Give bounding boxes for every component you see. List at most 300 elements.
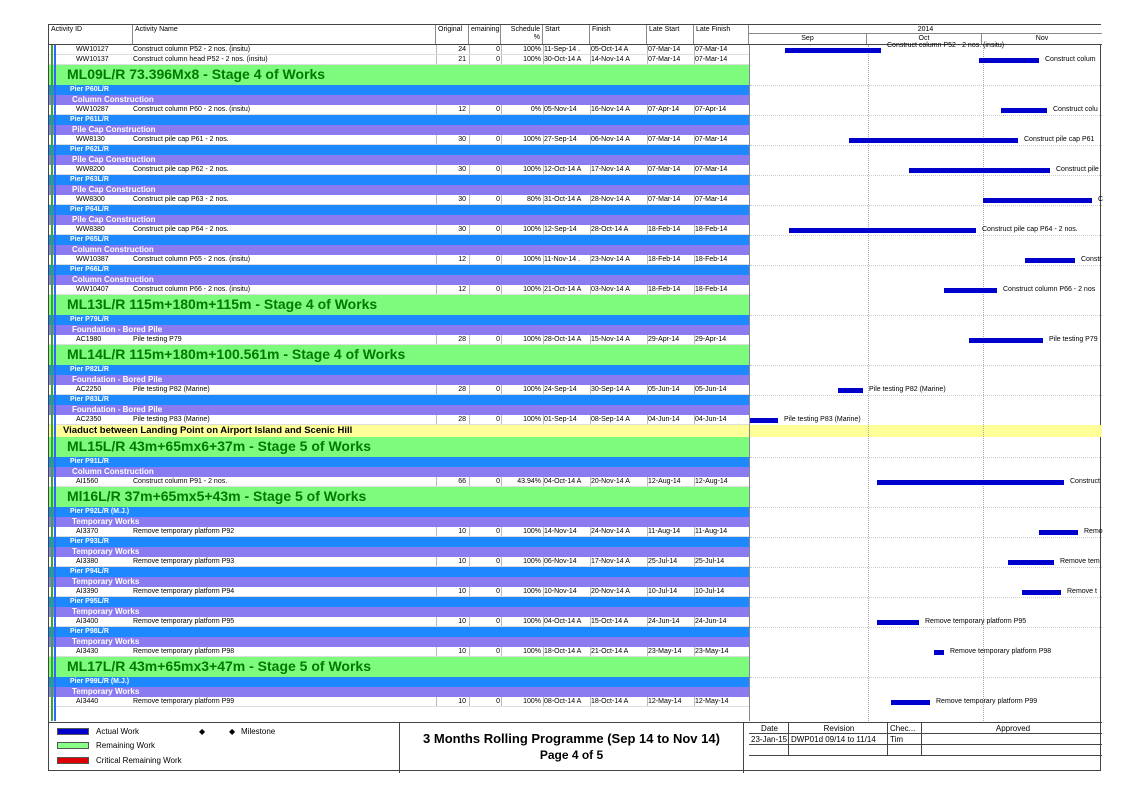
- finish-date: 05-Oct-14 A: [591, 46, 629, 53]
- column-divider: [436, 415, 437, 424]
- rev-empty-cell: [888, 745, 922, 756]
- activity-id: WW8200: [76, 166, 105, 173]
- column-divider: [590, 55, 591, 64]
- column-divider: [436, 135, 437, 144]
- activity-name: Remove temporary platform P98: [133, 648, 235, 655]
- column-divider: [469, 415, 470, 424]
- wbs-heading-work-type[interactable]: Temporary Works: [49, 637, 749, 647]
- remaining-duration: 0: [496, 588, 500, 595]
- column-divider: [647, 105, 648, 114]
- column-divider: [501, 255, 502, 264]
- gantt-bar[interactable]: [789, 228, 976, 233]
- column-divider: [436, 55, 437, 64]
- chart-row-band: [750, 395, 1102, 405]
- late-finish-date: 07-Mar-14: [695, 166, 728, 173]
- wbs-heading-pier[interactable]: Pier P93L/R: [49, 537, 749, 547]
- column-divider: [694, 105, 695, 114]
- wbs-heading-work-type[interactable]: Foundation - Bored Pile: [49, 325, 749, 335]
- col-remaining-duration[interactable]: emaining: [469, 25, 501, 44]
- column-divider: [543, 415, 544, 424]
- column-divider: [436, 285, 437, 294]
- gantt-bar-label: Remove temporary platform P99: [936, 698, 1038, 705]
- gantt-bar[interactable]: [1008, 560, 1054, 565]
- schedule-percent: 100%: [523, 588, 541, 595]
- wbs-heading-pier[interactable]: Pier P66L/R: [49, 265, 749, 275]
- outline-bands: [49, 45, 57, 721]
- rev-header-approved: Approved: [922, 723, 1102, 734]
- late-finish-date: 10-Jul-14: [695, 588, 725, 595]
- start-date: 27-Sep-14: [544, 136, 577, 143]
- column-divider: [501, 647, 502, 656]
- activity-row[interactable]: [49, 135, 749, 145]
- activity-name: Construct column P65 - 2 nos. (insitu): [133, 256, 251, 263]
- activity-id: AC2350: [76, 416, 102, 423]
- gantt-bar-label: C: [1098, 196, 1104, 203]
- gantt-bar-label: Construct pile: [1056, 166, 1099, 173]
- wbs-heading-pier[interactable]: Pier P79L/R: [49, 315, 749, 325]
- chart-row-band: [750, 295, 1102, 315]
- gantt-bar-label: Remove temporary platform P98: [950, 648, 1052, 655]
- legend-swatch-actual: [57, 728, 89, 735]
- late-finish-date: 18-Feb-14: [695, 256, 728, 263]
- late-start-date: 07-Mar-14: [648, 196, 681, 203]
- wbs-heading-work-type[interactable]: Pile Cap Construction: [49, 155, 749, 165]
- wbs-heading-stage[interactable]: ML09L/R 73.396Mx8 - Stage 4 of Works: [49, 65, 749, 85]
- chart-row-band: [750, 577, 1102, 587]
- column-divider: [469, 135, 470, 144]
- activity-name: Remove temporary platform P95: [133, 618, 235, 625]
- wbs-heading-work-type[interactable]: Temporary Works: [49, 547, 749, 557]
- rev-approved: [922, 734, 1102, 745]
- column-divider: [590, 385, 591, 394]
- wbs-heading-pier[interactable]: Pier P95L/R: [49, 597, 749, 607]
- column-divider: [647, 617, 648, 626]
- finish-date: 30-Sep-14 A: [591, 386, 630, 393]
- wbs-heading-work-type[interactable]: Temporary Works: [49, 687, 749, 697]
- chart-row-band: [750, 607, 1102, 617]
- activity-row[interactable]: [49, 225, 749, 235]
- column-divider: [436, 335, 437, 344]
- gantt-bar[interactable]: [1001, 108, 1047, 113]
- late-start-date: 29-Apr-14: [648, 336, 680, 343]
- activity-row[interactable]: [49, 557, 749, 567]
- late-start-date: 07-Mar-14: [648, 166, 681, 173]
- late-start-date: 18-Feb-14: [648, 226, 681, 233]
- rev-date: 23-Jan-15: [751, 735, 788, 744]
- chart-row-band: [750, 547, 1102, 557]
- wbs-heading-work-type[interactable]: Column Construction: [49, 245, 749, 255]
- gantt-bar-label: Remove tem: [1060, 558, 1100, 565]
- column-divider: [469, 477, 470, 486]
- column-divider: [647, 385, 648, 394]
- schedule-percent: 100%: [523, 56, 541, 63]
- activity-row[interactable]: [49, 617, 749, 627]
- wbs-heading-work-type[interactable]: Pile Cap Construction: [49, 185, 749, 195]
- finish-date: 15-Nov-14 A: [591, 336, 630, 343]
- wbs-heading-pier[interactable]: Pier P60L/R: [49, 85, 749, 95]
- chart-row-band: [750, 487, 1102, 507]
- gantt-bar[interactable]: [969, 338, 1043, 343]
- column-divider: [647, 527, 648, 536]
- wbs-heading-work-type[interactable]: Column Construction: [49, 275, 749, 285]
- start-date: 12-Sep-14: [544, 226, 577, 233]
- gantt-bar[interactable]: [838, 388, 863, 393]
- column-divider: [436, 385, 437, 394]
- schedule-percent: 100%: [523, 226, 541, 233]
- col-activity-name[interactable]: Activity Name: [133, 25, 436, 44]
- schedule-percent: 100%: [523, 698, 541, 705]
- remaining-duration: 0: [496, 286, 500, 293]
- wbs-heading-pier[interactable]: Pier P91L/R: [49, 457, 749, 467]
- wbs-heading-pier[interactable]: Pier P94L/R: [49, 567, 749, 577]
- wbs-heading-pier[interactable]: Pier P63L/R: [49, 175, 749, 185]
- remaining-duration: 0: [496, 618, 500, 625]
- column-divider: [469, 647, 470, 656]
- gantt-bar-label: Construct pile cap P61: [1024, 136, 1095, 143]
- column-divider: [694, 415, 695, 424]
- chart-row-band: [750, 567, 1102, 577]
- col-activity-id[interactable]: Activity ID: [49, 25, 133, 44]
- remaining-duration: 0: [496, 528, 500, 535]
- gantt-bar[interactable]: [891, 700, 930, 705]
- legend-critical-label: Critical Remaining Work: [96, 756, 182, 765]
- chart-row-band: [750, 315, 1102, 325]
- wbs-heading-stage[interactable]: ML14L/R 115m+180m+100.561m - Stage 4 of Works: [49, 345, 749, 365]
- activity-name: Remove temporary platform P99: [133, 698, 235, 705]
- schedule-percent: 100%: [523, 528, 541, 535]
- schedule-percent: 100%: [523, 386, 541, 393]
- wbs-heading-work-type[interactable]: Column Construction: [49, 95, 749, 105]
- column-divider: [647, 285, 648, 294]
- gantt-bar[interactable]: [785, 48, 881, 53]
- column-divider: [647, 135, 648, 144]
- activity-row[interactable]: [49, 55, 749, 65]
- chart-row-band: [750, 325, 1102, 335]
- column-divider: [590, 647, 591, 656]
- column-divider: [590, 415, 591, 424]
- chart-row-band: [750, 145, 1102, 155]
- wbs-heading-pier[interactable]: Pier P83L/R: [49, 395, 749, 405]
- wbs-heading-work-type[interactable]: Temporary Works: [49, 577, 749, 587]
- original-duration: 28: [458, 336, 466, 343]
- column-divider: [501, 385, 502, 394]
- start-date: 18-Oct-14 A: [544, 648, 582, 655]
- column-divider: [694, 55, 695, 64]
- activity-id: WW10127: [76, 46, 109, 53]
- finish-date: 21-Oct-14 A: [591, 648, 629, 655]
- activity-name: Construct column P66 - 2 nos. (insitu): [133, 286, 251, 293]
- finish-date: 15-Oct-14 A: [591, 618, 629, 625]
- timeline-month-oct: Oct: [867, 34, 982, 44]
- gantt-bar[interactable]: [983, 198, 1092, 203]
- late-start-date: 18-Feb-14: [648, 256, 681, 263]
- column-divider: [543, 527, 544, 536]
- col-finish[interactable]: Finish: [590, 25, 647, 44]
- activity-id: AI3430: [76, 648, 99, 655]
- remaining-duration: 0: [496, 56, 500, 63]
- finish-date: 24-Nov-14 A: [591, 528, 630, 535]
- column-divider: [590, 135, 591, 144]
- remaining-duration: 0: [496, 196, 500, 203]
- activity-id: AI3390: [76, 588, 99, 595]
- start-date: 08-Oct-14 A: [544, 698, 582, 705]
- remaining-duration: 0: [496, 166, 500, 173]
- column-divider: [436, 697, 437, 706]
- start-date: 06-Nov-14: [544, 558, 577, 565]
- finish-date: 20-Nov-14 A: [591, 588, 630, 595]
- chart-row-band: [750, 185, 1102, 195]
- column-divider: [469, 45, 470, 54]
- column-divider: [694, 477, 695, 486]
- activity-row[interactable]: [49, 255, 749, 265]
- wbs-heading-pier[interactable]: Pier P92L/R (M.J.): [49, 507, 749, 517]
- column-divider: [694, 587, 695, 596]
- wbs-heading-work-type[interactable]: Pile Cap Construction: [49, 125, 749, 135]
- column-divider: [590, 527, 591, 536]
- column-divider: [501, 697, 502, 706]
- chart-row-band: [750, 677, 1102, 687]
- activity-id: WW10407: [76, 286, 109, 293]
- chart-row-band: [750, 345, 1102, 365]
- wbs-heading-pier[interactable]: Pier P99L/R (M.J.): [49, 677, 749, 687]
- gantt-bar-label: Pile testing P83 (Marine): [784, 416, 861, 423]
- wbs-heading-work-type[interactable]: Temporary Works: [49, 607, 749, 617]
- gantt-bar[interactable]: [944, 288, 997, 293]
- column-divider: [501, 135, 502, 144]
- gantt-bar[interactable]: [877, 620, 919, 625]
- late-start-date: 12-May-14: [648, 698, 682, 705]
- gantt-bar[interactable]: [909, 168, 1050, 173]
- col-original-duration[interactable]: Original: [436, 25, 469, 44]
- chart-row-band: [750, 437, 1102, 457]
- wbs-heading-section[interactable]: Viaduct between Landing Point on Airport Island and Scenic Hill: [49, 425, 1102, 437]
- chart-row-band: [750, 537, 1102, 547]
- activity-row[interactable]: [49, 385, 749, 395]
- late-finish-date: 07-Mar-14: [695, 196, 728, 203]
- original-duration: 10: [458, 588, 466, 595]
- late-finish-date: 24-Jun-14: [695, 618, 727, 625]
- rev-revision: DWP01d 09/14 to 11/14: [789, 734, 888, 745]
- activity-name: Construct column head P52 - 2 nos. (insitu): [133, 56, 268, 63]
- finish-date: 20-Nov-14 A: [591, 478, 630, 485]
- gantt-bar[interactable]: [979, 58, 1039, 63]
- gantt-bar[interactable]: [849, 138, 1018, 143]
- column-divider: [543, 105, 544, 114]
- chart-row-band: [750, 467, 1102, 477]
- activity-id: AI3380: [76, 558, 99, 565]
- activity-row[interactable]: [49, 697, 749, 707]
- late-finish-date: 18-Feb-14: [695, 226, 728, 233]
- activity-row[interactable]: [49, 415, 749, 425]
- original-duration: 10: [458, 618, 466, 625]
- column-divider: [647, 697, 648, 706]
- activity-id: WW10137: [76, 56, 109, 63]
- column-divider: [647, 557, 648, 566]
- col-start[interactable]: Start: [543, 25, 590, 44]
- chart-row-band: [750, 115, 1102, 125]
- remaining-duration: 0: [496, 416, 500, 423]
- column-divider: [590, 477, 591, 486]
- legend-remaining-label: Remaining Work: [96, 741, 155, 750]
- late-start-date: 11-Aug-14: [648, 528, 681, 535]
- legend-swatch-remaining: [57, 742, 89, 749]
- original-duration: 28: [458, 386, 466, 393]
- column-divider: [694, 255, 695, 264]
- wbs-heading-pier[interactable]: Pier P98L/R: [49, 627, 749, 637]
- late-start-date: 05-Jun-14: [648, 386, 680, 393]
- activity-row[interactable]: [49, 195, 749, 205]
- chart-row-band: [750, 245, 1102, 255]
- wbs-heading-stage[interactable]: Ml16L/R 37m+65mx5+43m - Stage 5 of Works: [49, 487, 749, 507]
- activity-row[interactable]: [49, 527, 749, 537]
- col-schedule-pct[interactable]: Schedule %: [501, 25, 543, 44]
- gantt-bar-label: Pile testing P79: [1049, 336, 1098, 343]
- original-duration: 30: [458, 166, 466, 173]
- wbs-heading-work-type[interactable]: Foundation - Bored Pile: [49, 375, 749, 385]
- activity-id: WW8380: [76, 226, 105, 233]
- gantt-bar-label: Remove t: [1067, 588, 1097, 595]
- column-divider: [469, 557, 470, 566]
- column-divider: [647, 55, 648, 64]
- gantt-bar-label: Construct colu: [1053, 106, 1098, 113]
- column-divider: [543, 255, 544, 264]
- column-divider: [501, 415, 502, 424]
- original-duration: 12: [458, 256, 466, 263]
- column-divider: [543, 135, 544, 144]
- finish-date: 18-Oct-14 A: [591, 698, 629, 705]
- activity-id: AI3440: [76, 698, 99, 705]
- wbs-heading-stage[interactable]: ML15L/R 43m+65mx6+37m - Stage 5 of Works: [49, 437, 749, 457]
- schedule-percent: 100%: [523, 166, 541, 173]
- activity-name: Pile testing P82 (Marine): [133, 386, 210, 393]
- column-divider: [436, 195, 437, 204]
- activity-row[interactable]: [49, 587, 749, 597]
- finish-date: 08-Sep-14 A: [591, 416, 630, 423]
- column-divider: [543, 285, 544, 294]
- rev-checked: Tim: [888, 734, 922, 745]
- schedule-percent: 100%: [523, 336, 541, 343]
- wbs-heading-pier[interactable]: Pier P62L/R: [49, 145, 749, 155]
- col-late-start[interactable]: Late Start: [647, 25, 694, 44]
- late-start-date: 07-Mar-14: [648, 46, 681, 53]
- chart-row-band: [750, 457, 1102, 467]
- wbs-heading-pier[interactable]: Pier P61L/R: [49, 115, 749, 125]
- column-divider: [469, 385, 470, 394]
- wbs-heading-work-type[interactable]: Pile Cap Construction: [49, 215, 749, 225]
- activity-row[interactable]: [49, 335, 749, 345]
- schedule-percent: 100%: [523, 558, 541, 565]
- activity-name: Construct column P52 - 2 nos. (insitu): [133, 46, 251, 53]
- chart-row-band: [750, 637, 1102, 647]
- column-divider: [469, 255, 470, 264]
- column-divider: [501, 105, 502, 114]
- column-divider: [436, 225, 437, 234]
- activity-row[interactable]: [49, 45, 749, 55]
- legend-swatch-critical: [57, 757, 89, 764]
- chart-row-band: [750, 275, 1102, 285]
- wbs-heading-pier[interactable]: Pier P82L/R: [49, 365, 749, 375]
- gantt-bar[interactable]: [1022, 590, 1061, 595]
- rev-empty-cell: [789, 745, 888, 756]
- wbs-heading-work-type[interactable]: Foundation - Bored Pile: [49, 405, 749, 415]
- gantt-bar[interactable]: [1039, 530, 1078, 535]
- column-divider: [647, 165, 648, 174]
- gantt-bar[interactable]: [877, 480, 1064, 485]
- activity-row[interactable]: [49, 647, 749, 657]
- late-start-date: 12-Aug-14: [648, 478, 681, 485]
- column-divider: [543, 617, 544, 626]
- activity-row[interactable]: [49, 285, 749, 295]
- wbs-heading-stage[interactable]: ML17L/R 43m+65mx3+47m - Stage 5 of Works: [49, 657, 749, 677]
- late-finish-date: 07-Mar-14: [695, 136, 728, 143]
- original-duration: 30: [458, 136, 466, 143]
- remaining-duration: 0: [496, 256, 500, 263]
- late-finish-date: 12-May-14: [695, 698, 729, 705]
- chart-row-band: [750, 597, 1102, 607]
- wbs-heading-work-type[interactable]: Temporary Works: [49, 517, 749, 527]
- gantt-bar[interactable]: [750, 418, 778, 423]
- wbs-heading-work-type[interactable]: Column Construction: [49, 467, 749, 477]
- gantt-bar[interactable]: [1025, 258, 1075, 263]
- revision-table: [749, 723, 1102, 773]
- wbs-heading-stage[interactable]: ML13L/R 115m+180m+115m - Stage 4 of Works: [49, 295, 749, 315]
- column-divider: [694, 647, 695, 656]
- column-divider: [501, 225, 502, 234]
- col-late-finish[interactable]: Late Finish: [694, 25, 749, 44]
- column-divider: [469, 225, 470, 234]
- chart-row-band: [750, 85, 1102, 95]
- late-start-date: 25-Jul-14: [648, 558, 678, 565]
- finish-date: 23-Nov-14 A: [591, 256, 630, 263]
- late-finish-date: 25-Jul-14: [695, 558, 725, 565]
- start-date: 10-Nov-14: [544, 588, 577, 595]
- schedule-percent: 100%: [523, 136, 541, 143]
- column-divider: [647, 335, 648, 344]
- column-divider: [543, 165, 544, 174]
- milestone-diamond-icon: ◆: [229, 727, 236, 736]
- late-start-date: 07-Apr-14: [648, 106, 680, 113]
- column-divider: [501, 55, 502, 64]
- chart-row-band: [750, 687, 1102, 697]
- column-divider: [647, 255, 648, 264]
- column-divider: [590, 195, 591, 204]
- activity-name: Construct pile cap P64 - 2 nos.: [133, 226, 229, 233]
- remaining-duration: 0: [496, 226, 500, 233]
- column-divider: [694, 557, 695, 566]
- chart-row-band: [750, 175, 1102, 185]
- column-divider: [694, 527, 695, 536]
- gantt-bar[interactable]: [934, 650, 944, 655]
- activity-name: Construct pile cap P63 - 2 nos.: [133, 196, 229, 203]
- chart-row-band: [750, 265, 1102, 275]
- column-divider: [501, 477, 502, 486]
- remaining-duration: 0: [496, 46, 500, 53]
- column-divider: [543, 557, 544, 566]
- activity-row[interactable]: [49, 165, 749, 175]
- chart-row-band: [750, 657, 1102, 677]
- column-divider: [436, 527, 437, 536]
- column-divider: [543, 55, 544, 64]
- wbs-heading-pier[interactable]: Pier P64L/R: [49, 205, 749, 215]
- activity-row[interactable]: [49, 477, 749, 487]
- chart-row-band: [750, 125, 1102, 135]
- wbs-heading-pier[interactable]: Pier P65L/R: [49, 235, 749, 245]
- activity-row[interactable]: [49, 105, 749, 115]
- column-divider: [543, 587, 544, 596]
- activity-name: Pile testing P79: [133, 336, 182, 343]
- outline-band-blue: [54, 45, 56, 721]
- column-divider: [543, 647, 544, 656]
